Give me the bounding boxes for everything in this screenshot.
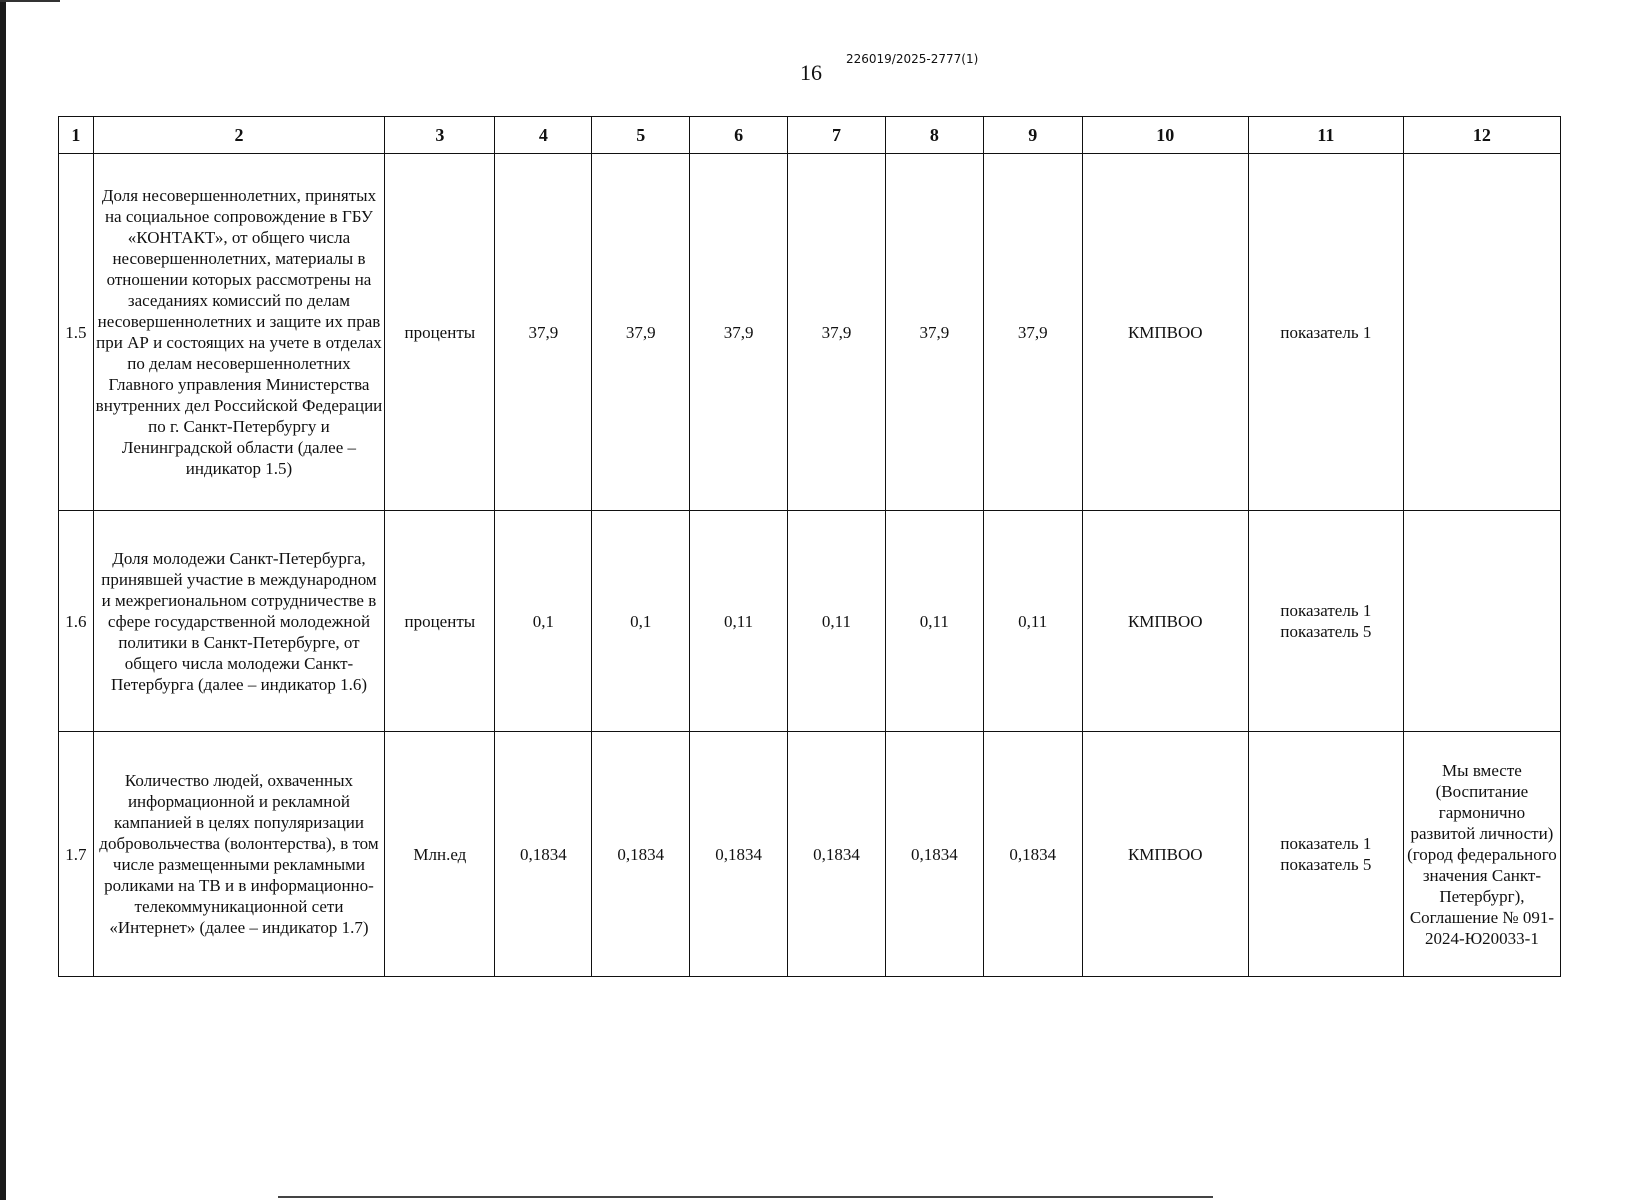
value-cell: 0,1834 [983,732,1082,977]
note-cell [1403,154,1560,511]
linked-indicators-cell [1248,154,1403,511]
table-row [59,732,1561,977]
unit-cell: проценты [385,154,495,511]
indicator-name: Доля молодежи Санкт-Петербурга, принявшей участие в международном и межрегиональном сотрудничестве в сфере государственной молодежной политики в Санкт-Петербурге, от общего числа молодежи Санкт-Петербурга (далее – индикатор 1.6) [93,511,385,732]
linked-indicator: показатель 1 [1280,601,1372,620]
value-cell: 0,1 [495,511,592,732]
indicators-table [58,116,1561,977]
column-header: 3 [385,117,495,154]
value-cell: 37,9 [495,154,592,511]
unit-cell: проценты [385,511,495,732]
column-header: 2 [93,117,385,154]
note-cell: Мы вместе (Воспитание гармонично развитой личности) (город федерального значения Санкт-Петербург), Соглашение № 091-2024-Ю20033-1 [1403,732,1560,977]
column-header: 11 [1248,117,1403,154]
column-header: 12 [1403,117,1560,154]
responsible-cell: КМПВОО [1082,154,1248,511]
column-header: 5 [592,117,690,154]
value-cell: 0,1834 [592,732,690,977]
row-number: 1.6 [59,511,94,732]
document-number: 226019/2025-2777(1) [846,52,979,66]
value-cell: 37,9 [788,154,886,511]
page-number: 16 [800,60,822,85]
value-cell: 37,9 [690,154,788,511]
row-number: 1.5 [59,154,94,511]
indicator-name: Доля несовершеннолетних, принятых на социальное сопровождение в ГБУ «КОНТАКТ», от общего числа несовершеннолетних, материалы в отношении которых рассмотрены на заседаниях комиссий по делам несовершеннолетних и защите их прав при АР и состоящих на учете в отделах по делам несовершеннолетних Главного управления Министерства внутренних дел Российской Федерации по г. Санкт-Петербургу и Ленинградской области (далее – индикатор 1.5) [93,154,385,511]
value-cell: 0,11 [983,511,1082,732]
linked-indicators-cell [1248,732,1403,977]
column-header: 10 [1082,117,1248,154]
column-header: 9 [983,117,1082,154]
scan-edge-left [0,0,6,1200]
linked-indicator: показатель 5 [1280,855,1372,874]
linked-indicator: показатель 1 [1280,834,1372,853]
note-cell [1403,511,1560,732]
responsible-cell: КМПВОО [1082,732,1248,977]
value-cell: 37,9 [885,154,983,511]
linked-indicators-cell [1248,511,1403,732]
value-cell: 0,1 [592,511,690,732]
value-cell: 37,9 [592,154,690,511]
column-header: 1 [59,117,94,154]
value-cell: 37,9 [983,154,1082,511]
scan-edge-top [0,0,60,2]
value-cell: 0,11 [788,511,886,732]
value-cell: 0,1834 [788,732,886,977]
linked-indicator: показатель 1 [1280,322,1372,342]
value-cell: 0,11 [690,511,788,732]
table-row [59,154,1561,511]
column-header: 7 [788,117,886,154]
value-cell: 0,1834 [495,732,592,977]
column-header: 6 [690,117,788,154]
value-cell: 0,1834 [690,732,788,977]
value-cell: 0,1834 [885,732,983,977]
header-row [59,117,1561,154]
column-header: 4 [495,117,592,154]
column-header: 8 [885,117,983,154]
row-number: 1.7 [59,732,94,977]
responsible-cell: КМПВОО [1082,511,1248,732]
unit-cell: Млн.ед [385,732,495,977]
table-row [59,511,1561,732]
indicator-name: Количество людей, охваченных информационной и рекламной кампанией в целях популяризации добровольчества (волонтерства), в том числе размещенными рекламными роликами на ТВ и в информационно-телекоммуникационной сети «Интернет» (далее – индикатор 1.7) [93,732,385,977]
value-cell: 0,11 [885,511,983,732]
bottom-rule [278,1196,1213,1198]
linked-indicator: показатель 5 [1280,622,1372,641]
